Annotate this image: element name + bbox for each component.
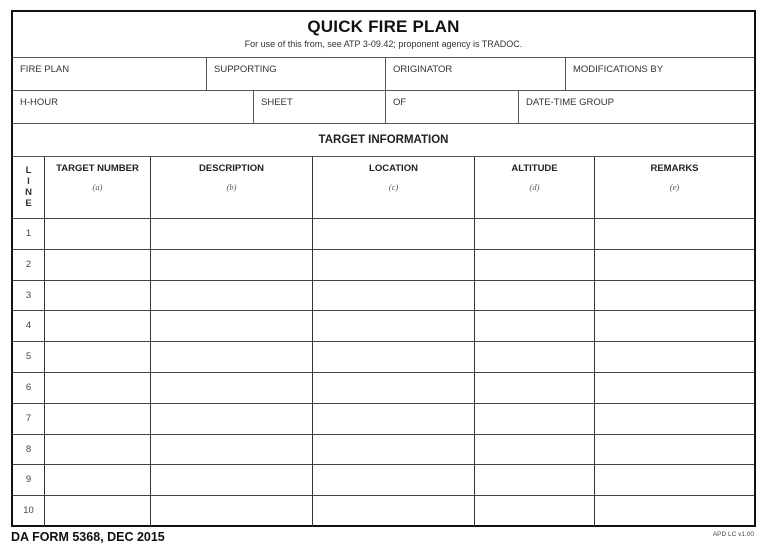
target-number-input[interactable] <box>45 219 150 249</box>
line-number: 1 <box>13 219 44 250</box>
header-row-2 <box>13 91 754 124</box>
form-version: APD LC v1.00 <box>712 531 754 538</box>
h-hour-field[interactable] <box>13 91 254 123</box>
line-number: 7 <box>13 404 44 435</box>
target-number-input[interactable] <box>45 311 150 341</box>
table-cell[interactable] <box>45 342 150 373</box>
form-number: DA FORM 5368, DEC 2015 <box>11 530 165 544</box>
altitude-input[interactable] <box>475 250 594 280</box>
location-input[interactable] <box>313 496 474 527</box>
description-input[interactable] <box>151 465 312 495</box>
table-cell[interactable] <box>475 311 594 342</box>
line-number: 2 <box>13 250 44 281</box>
of-field[interactable] <box>386 91 519 123</box>
originator-field[interactable] <box>386 58 566 90</box>
line-number: 8 <box>13 435 44 466</box>
remarks-input[interactable] <box>595 465 754 495</box>
location-input[interactable] <box>313 281 474 311</box>
table-cell[interactable] <box>45 373 150 404</box>
table-cell[interactable] <box>45 496 150 527</box>
table-cell[interactable] <box>595 219 754 250</box>
fire-plan-label: FIRE PLAN <box>20 64 70 75</box>
description-input[interactable] <box>151 404 312 434</box>
location-column <box>313 157 475 527</box>
sheet-field[interactable] <box>254 91 386 123</box>
target-number-column <box>45 157 151 527</box>
column-title: TARGET NUMBER <box>56 163 139 174</box>
remarks-input[interactable] <box>595 342 754 372</box>
table-cell[interactable] <box>313 404 474 435</box>
table-cell[interactable] <box>595 435 754 466</box>
h-hour-input[interactable] <box>20 108 248 121</box>
altitude-input[interactable] <box>475 373 594 403</box>
table-cell[interactable] <box>45 219 150 250</box>
quick-fire-plan-form <box>11 10 756 527</box>
table-cell[interactable] <box>45 465 150 496</box>
description-input[interactable] <box>151 250 312 280</box>
description-input[interactable] <box>151 219 312 249</box>
table-cell[interactable] <box>313 219 474 250</box>
of-input[interactable] <box>393 108 513 121</box>
table-cell[interactable] <box>595 281 754 312</box>
table-cell[interactable] <box>45 435 150 466</box>
altitude-input[interactable] <box>475 311 594 341</box>
target-number-input[interactable] <box>45 373 150 403</box>
table-cell[interactable] <box>313 281 474 312</box>
altitude-input[interactable] <box>475 404 594 434</box>
remarks-header <box>595 157 754 219</box>
fire-plan-field[interactable] <box>13 58 207 90</box>
target-number-input[interactable] <box>45 404 150 434</box>
table-cell[interactable] <box>313 373 474 404</box>
description-column <box>151 157 313 527</box>
table-cell[interactable] <box>595 342 754 373</box>
location-input[interactable] <box>313 404 474 434</box>
table-cell[interactable] <box>595 465 754 496</box>
date-time-group-input[interactable] <box>526 108 749 121</box>
table-cell[interactable] <box>151 435 312 466</box>
target-number-input[interactable] <box>45 465 150 495</box>
section-title: TARGET INFORMATION <box>318 134 449 146</box>
target-number-input[interactable] <box>45 496 150 527</box>
target-number-input[interactable] <box>45 250 150 280</box>
form-title: QUICK FIRE PLAN <box>307 17 460 36</box>
sheet-label: SHEET <box>261 97 293 108</box>
line-header-letter: E <box>25 198 32 209</box>
table-cell[interactable] <box>45 404 150 435</box>
date-time-group-label: DATE-TIME GROUP <box>526 97 614 108</box>
table-cell[interactable] <box>475 496 594 527</box>
table-cell[interactable] <box>313 465 474 496</box>
line-number: 6 <box>13 373 44 404</box>
table-cell[interactable] <box>595 311 754 342</box>
column-title: REMARKS <box>650 163 699 174</box>
altitude-input[interactable] <box>475 465 594 495</box>
line-header-letter: N <box>25 187 32 198</box>
line-number: 5 <box>13 342 44 373</box>
description-header <box>151 157 312 219</box>
remarks-input[interactable] <box>595 250 754 280</box>
h-hour-label: H-HOUR <box>20 97 58 108</box>
target-number-input[interactable] <box>45 342 150 372</box>
location-input[interactable] <box>313 435 474 465</box>
modifications-by-field[interactable] <box>566 58 754 90</box>
table-cell[interactable] <box>475 435 594 466</box>
table-cell[interactable] <box>151 342 312 373</box>
altitude-header <box>475 157 594 219</box>
line-number: 10 <box>23 505 34 517</box>
supporting-field[interactable] <box>207 58 386 90</box>
table-cell[interactable] <box>595 496 754 527</box>
remarks-input[interactable] <box>595 404 754 434</box>
title-block <box>13 12 754 58</box>
table-cell[interactable] <box>313 250 474 281</box>
line-header-letter: L <box>25 165 32 176</box>
table-cell[interactable] <box>151 281 312 312</box>
altitude-input[interactable] <box>475 219 594 249</box>
location-input[interactable] <box>313 250 474 280</box>
table-cell[interactable] <box>595 404 754 435</box>
column-sub: (c) <box>388 182 399 192</box>
table-cell[interactable] <box>475 465 594 496</box>
description-input[interactable] <box>151 496 312 527</box>
originator-label: ORIGINATOR <box>393 64 453 75</box>
table-cell[interactable] <box>475 281 594 312</box>
remarks-input[interactable] <box>595 373 754 403</box>
table-cell[interactable] <box>595 250 754 281</box>
form-subtitle: For use of this from, see ATP 3-09.42; proponent agency is TRADOC. <box>244 39 523 49</box>
column-sub: (a) <box>92 182 103 192</box>
table-cell[interactable] <box>151 465 312 496</box>
remarks-input[interactable] <box>595 435 754 465</box>
table-cell[interactable] <box>151 250 312 281</box>
date-time-group-field[interactable] <box>519 91 754 123</box>
table-cell[interactable] <box>475 404 594 435</box>
table-cell[interactable] <box>151 311 312 342</box>
column-title: ALTITUDE <box>511 163 558 174</box>
altitude-input[interactable] <box>475 435 594 465</box>
line-number: 9 <box>13 465 44 496</box>
table-cell[interactable] <box>313 311 474 342</box>
target-number-input[interactable] <box>45 435 150 465</box>
target-number-header <box>45 157 150 219</box>
remarks-input[interactable] <box>595 496 754 527</box>
table-cell[interactable] <box>475 342 594 373</box>
modifications-by-input[interactable] <box>573 75 749 88</box>
supporting-label: SUPPORTING <box>214 64 277 75</box>
of-label: OF <box>393 97 407 108</box>
table-cell[interactable] <box>313 496 474 527</box>
table-cell[interactable] <box>151 219 312 250</box>
location-input[interactable] <box>313 373 474 403</box>
location-input[interactable] <box>313 219 474 249</box>
target-number-input[interactable] <box>45 281 150 311</box>
column-sub: (d) <box>529 182 540 192</box>
location-input[interactable] <box>313 311 474 341</box>
altitude-input[interactable] <box>475 342 594 372</box>
description-input[interactable] <box>151 435 312 465</box>
line-number: 3 <box>13 281 44 312</box>
table-cell[interactable] <box>45 281 150 312</box>
line-header-letter: I <box>27 176 30 187</box>
table-cell[interactable] <box>595 373 754 404</box>
sheet-input[interactable] <box>261 108 380 121</box>
line-column <box>13 157 45 527</box>
table-cell[interactable] <box>151 404 312 435</box>
description-input[interactable] <box>151 281 312 311</box>
table-cell[interactable] <box>313 435 474 466</box>
column-title: DESCRIPTION <box>199 163 264 174</box>
column-sub: (e) <box>669 182 680 192</box>
location-header <box>313 157 474 219</box>
remarks-input[interactable] <box>595 311 754 341</box>
header-row-1 <box>13 58 754 91</box>
remarks-input[interactable] <box>595 219 754 249</box>
target-table <box>13 157 754 527</box>
description-input[interactable] <box>151 311 312 341</box>
target-information-header <box>13 124 754 157</box>
table-cell[interactable] <box>151 496 312 527</box>
supporting-input[interactable] <box>214 75 380 88</box>
fire-plan-input[interactable] <box>20 75 201 88</box>
table-cell[interactable] <box>475 250 594 281</box>
table-cell[interactable] <box>151 373 312 404</box>
table-cell[interactable] <box>45 311 150 342</box>
table-cell[interactable] <box>475 219 594 250</box>
location-input[interactable] <box>313 465 474 495</box>
table-cell[interactable] <box>313 342 474 373</box>
originator-input[interactable] <box>393 75 560 88</box>
remarks-column <box>595 157 754 527</box>
table-cell[interactable] <box>475 373 594 404</box>
altitude-input[interactable] <box>475 496 594 527</box>
description-input[interactable] <box>151 342 312 372</box>
line-number: 4 <box>13 311 44 342</box>
remarks-input[interactable] <box>595 281 754 311</box>
altitude-input[interactable] <box>475 281 594 311</box>
line-header <box>13 157 44 219</box>
location-input[interactable] <box>313 342 474 372</box>
altitude-column <box>475 157 595 527</box>
modifications-by-label: MODIFICATIONS BY <box>573 64 664 75</box>
description-input[interactable] <box>151 373 312 403</box>
table-cell[interactable] <box>45 250 150 281</box>
column-sub: (b) <box>226 182 237 192</box>
column-title: LOCATION <box>369 163 418 174</box>
